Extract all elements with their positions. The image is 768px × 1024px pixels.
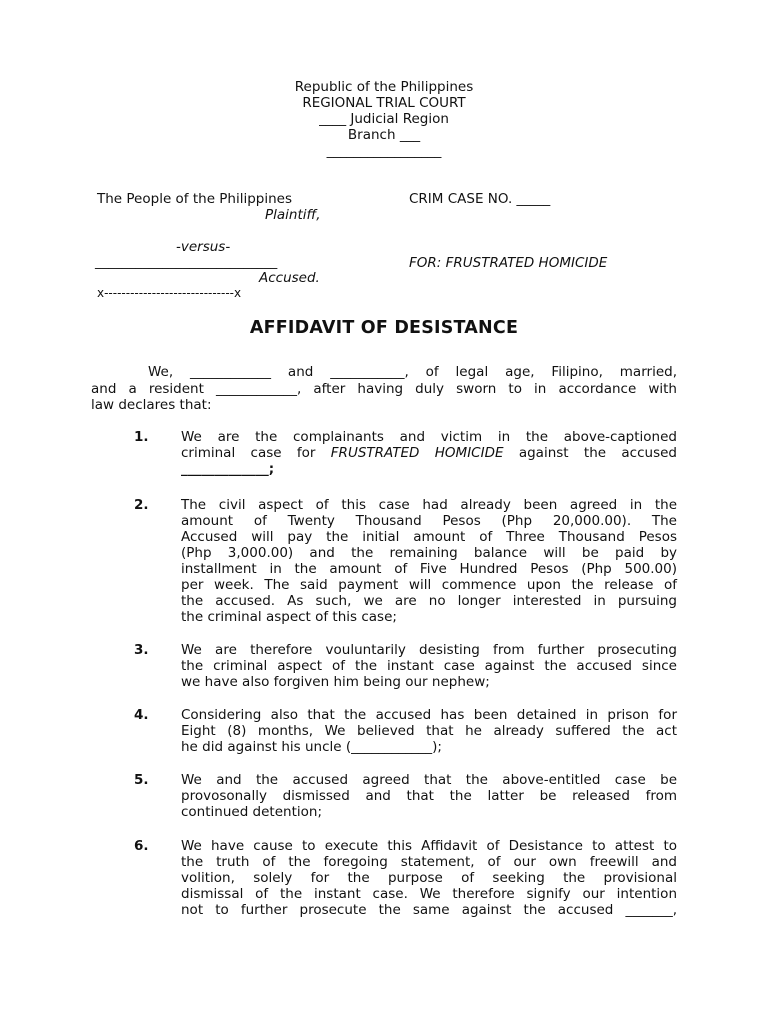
- item-line-text: provosonally dismissed and that the latter be released from: [181, 788, 677, 804]
- item-line: [181, 838, 677, 854]
- item-line: [181, 658, 677, 674]
- item-number: 4.: [134, 707, 149, 723]
- item-line: [181, 609, 677, 625]
- heading-republic: Republic of the Philippines: [294, 79, 474, 95]
- item-paragraph: [181, 707, 677, 755]
- heading-branch: Branch ___: [347, 127, 421, 143]
- item-paragraph: [181, 772, 677, 820]
- item-line-text: installment in the amount of Five Hundred Pesos (Php 500.00): [181, 561, 677, 577]
- item-line-text: the truth of the foregoing statement, of our own freewill and: [181, 854, 677, 870]
- item-line: [181, 461, 677, 477]
- item-line-text: We and the accused agreed that the above-entitled case be: [181, 772, 677, 788]
- item-line-text: Accused will pay the initial amount of Three Thousand Pesos: [181, 529, 677, 545]
- item-line-text: criminal case for FRUSTRATED HOMICIDE against the accused: [181, 445, 677, 461]
- item-line: [181, 529, 677, 545]
- item-number: 3.: [134, 642, 149, 658]
- item-line: [181, 445, 677, 461]
- item-line-text: We have cause to execute this Affidavit of Desistance to attest to: [181, 838, 677, 854]
- item-number: 5.: [134, 772, 149, 788]
- item-line: [181, 513, 677, 529]
- item-line: [181, 561, 677, 577]
- item-line: [181, 497, 677, 513]
- item-line: [181, 593, 677, 609]
- item-line: [181, 723, 677, 739]
- plaintiff-name: The People of the Philippines: [97, 191, 293, 207]
- item-line-text: volition, solely for the purpose of seeking the provisional: [181, 870, 677, 886]
- accused-role: Accused.: [259, 270, 320, 286]
- item-line: [181, 804, 677, 820]
- item-line: [181, 577, 677, 593]
- intro-line-3: law declares that:: [91, 397, 212, 413]
- heading-underline: _________________: [326, 143, 442, 159]
- item-line-text: not to further prosecute the same against the accused _______,: [181, 902, 677, 918]
- item-line-text: We are therefore vouluntarily desisting from further prosecuting: [181, 642, 677, 658]
- item-line: [181, 772, 677, 788]
- intro-line-1: We, ____________ and ___________, of legal age, Filipino, married,: [148, 364, 677, 380]
- item-line-text: Considering also that the accused has been detained in prison for: [181, 707, 677, 723]
- item-line-text: we have also forgiven him being our nephew;: [181, 674, 490, 690]
- item-line: [181, 545, 677, 561]
- item-line: [181, 886, 677, 902]
- item-number: 1.: [134, 429, 149, 445]
- case-number: CRIM CASE NO. _____: [409, 191, 551, 207]
- item-paragraph: [181, 429, 677, 477]
- heading-court: REGIONAL TRIAL COURT: [302, 95, 466, 111]
- item-paragraph: [181, 497, 677, 625]
- item-number: 2.: [134, 497, 149, 513]
- item-line-text: the accused. As such, we are no longer interested in pursuing: [181, 593, 677, 609]
- item-line-text: (Php 3,000.00) and the remaining balance will be paid by: [181, 545, 677, 561]
- item-line-text: Eight (8) months, We believed that he already suffered the act: [181, 723, 677, 739]
- offense-label: FOR: FRUSTRATED HOMICIDE: [409, 255, 608, 271]
- accused-blank: ___________________________: [95, 254, 278, 270]
- item-line: [181, 707, 677, 723]
- document-title: AFFIDAVIT OF DESISTANCE: [249, 318, 519, 338]
- heading-region: ____ Judicial Region: [319, 111, 449, 127]
- item-line: [181, 642, 677, 658]
- offense-emphasis: FRUSTRATED HOMICIDE: [330, 445, 504, 461]
- item-line-text: the criminal aspect of the instant case against the accused since: [181, 658, 677, 674]
- item-paragraph: [181, 642, 677, 690]
- item-number: 6.: [134, 838, 149, 854]
- item-line-text: per week. The said payment will commence upon the release of: [181, 577, 677, 593]
- item-line: [181, 788, 677, 804]
- item-line: [181, 674, 677, 690]
- item-line-text: amount of Twenty Thousand Pesos (Php 20,000.00). The: [181, 513, 677, 529]
- item-line-text: The civil aspect of this case had already been agreed in the: [181, 497, 677, 513]
- intro-line-2: and a resident ____________, after having duly sworn to in accordance with: [91, 381, 677, 397]
- versus-label: -versus-: [176, 239, 231, 255]
- item-line-text: dismissal of the instant case. We therefore signify our intention: [181, 886, 677, 902]
- item-line: [181, 870, 677, 886]
- item-line: [181, 902, 677, 918]
- item-line-text: he did against his uncle (____________);: [181, 739, 442, 755]
- item-line-text: the criminal aspect of this case;: [181, 609, 397, 625]
- item-paragraph: [181, 838, 677, 918]
- item-line-text: continued detention;: [181, 804, 322, 820]
- plaintiff-role: Plaintiff,: [265, 207, 321, 223]
- caption-divider: x------------------------------x: [97, 286, 242, 300]
- item-line: [181, 854, 677, 870]
- item-line: [181, 429, 677, 445]
- item-line-text: _____________;: [181, 461, 275, 477]
- item-line-text: We are the complainants and victim in the above-captioned: [181, 429, 677, 445]
- item-line: [181, 739, 677, 755]
